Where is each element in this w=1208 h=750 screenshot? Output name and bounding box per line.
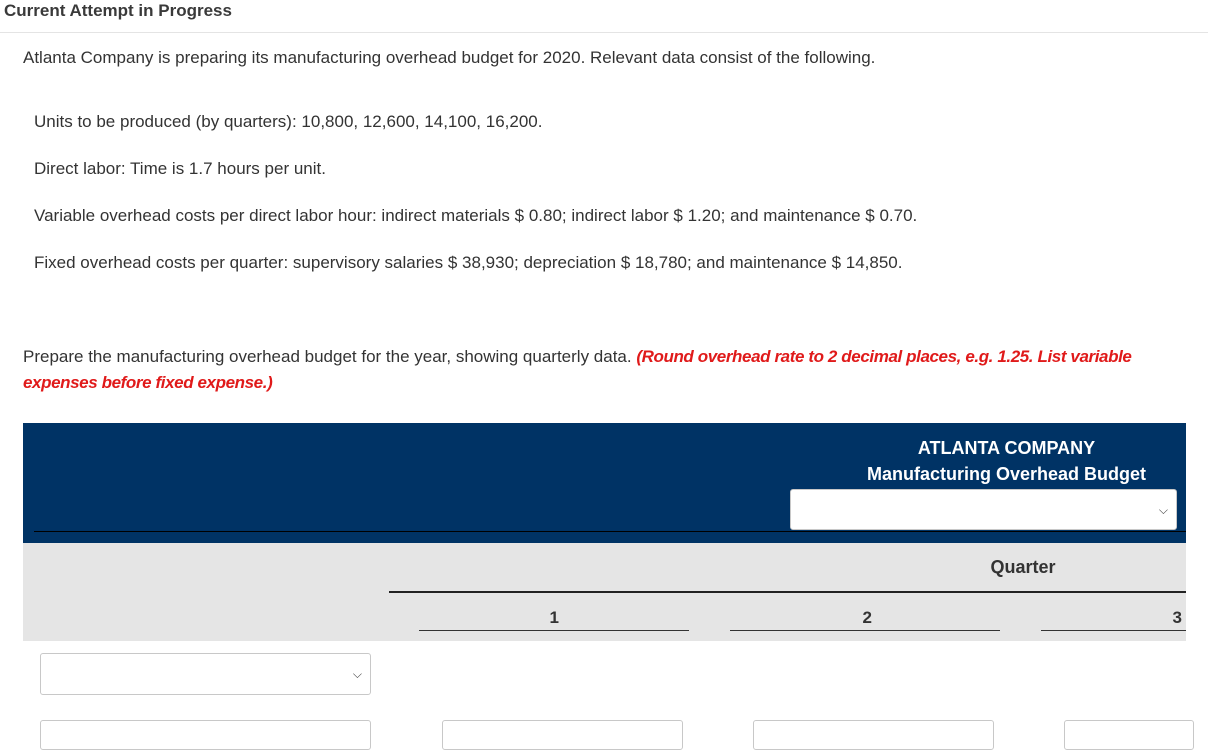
variable-overhead-line: Variable overhead costs per direct labor hour: indirect materials $ 0.80; indirect labor $ 1.20; and maintenance $ 0.70. (34, 206, 918, 225)
expense-item-dropdown[interactable] (40, 653, 371, 695)
quarter-1-input[interactable] (442, 720, 683, 750)
column-underline-1 (419, 630, 689, 631)
budget-header-band (23, 423, 1186, 543)
page-header (0, 0, 1208, 33)
column-header-quarter-2: 2 (862, 608, 872, 627)
units-produced-line: Units to be produced (by quarters): 10,800, 12,600, 14,100, 16,200. (34, 112, 543, 131)
company-name: ATLANTA COMPANY (917, 438, 1096, 458)
input-marker (424, 727, 427, 730)
quarter-label: Quarter (990, 557, 1056, 577)
problem-intro: Atlanta Company is preparing its manufacturing overhead budget for 2020. Relevant data consist of the following. (23, 48, 876, 67)
column-underline-3 (1041, 630, 1186, 631)
header-divider (34, 531, 1186, 532)
column-header-band (23, 543, 1186, 641)
direct-labor-line: Direct labor: Time is 1.7 hours per unit. (34, 159, 326, 178)
instruction-main: Prepare the manufacturing overhead budget for the year, showing quarterly data. (23, 347, 632, 366)
column-underline-2 (730, 630, 1000, 631)
fixed-overhead-line: Fixed overhead costs per quarter: supervisory salaries $ 38,930; depreciation $ 18,780; and maintenance $ 14,850. (34, 253, 903, 272)
period-dropdown[interactable] (790, 489, 1177, 530)
column-header-quarter-3: 3 (1172, 608, 1182, 627)
chevron-down-icon: ⌵ (352, 667, 362, 681)
quarter-underline (389, 591, 1186, 593)
quarter-2-input[interactable] (753, 720, 994, 750)
chevron-down-icon: ⌵ (1158, 502, 1168, 517)
budget-title: Manufacturing Overhead Budget (866, 464, 1147, 484)
quarter-3-input[interactable] (1064, 720, 1194, 750)
row-label-dropdown-2[interactable] (40, 720, 371, 750)
instruction-text (23, 344, 1193, 396)
instruction-hint: (Round overhead rate to 2 decimal places, e.g. 1.25. List variable expenses before fixed expense.) (23, 347, 1132, 392)
attempt-status-title: Current Attempt in Progress (4, 1, 232, 20)
column-header-quarter-1: 1 (549, 608, 559, 627)
